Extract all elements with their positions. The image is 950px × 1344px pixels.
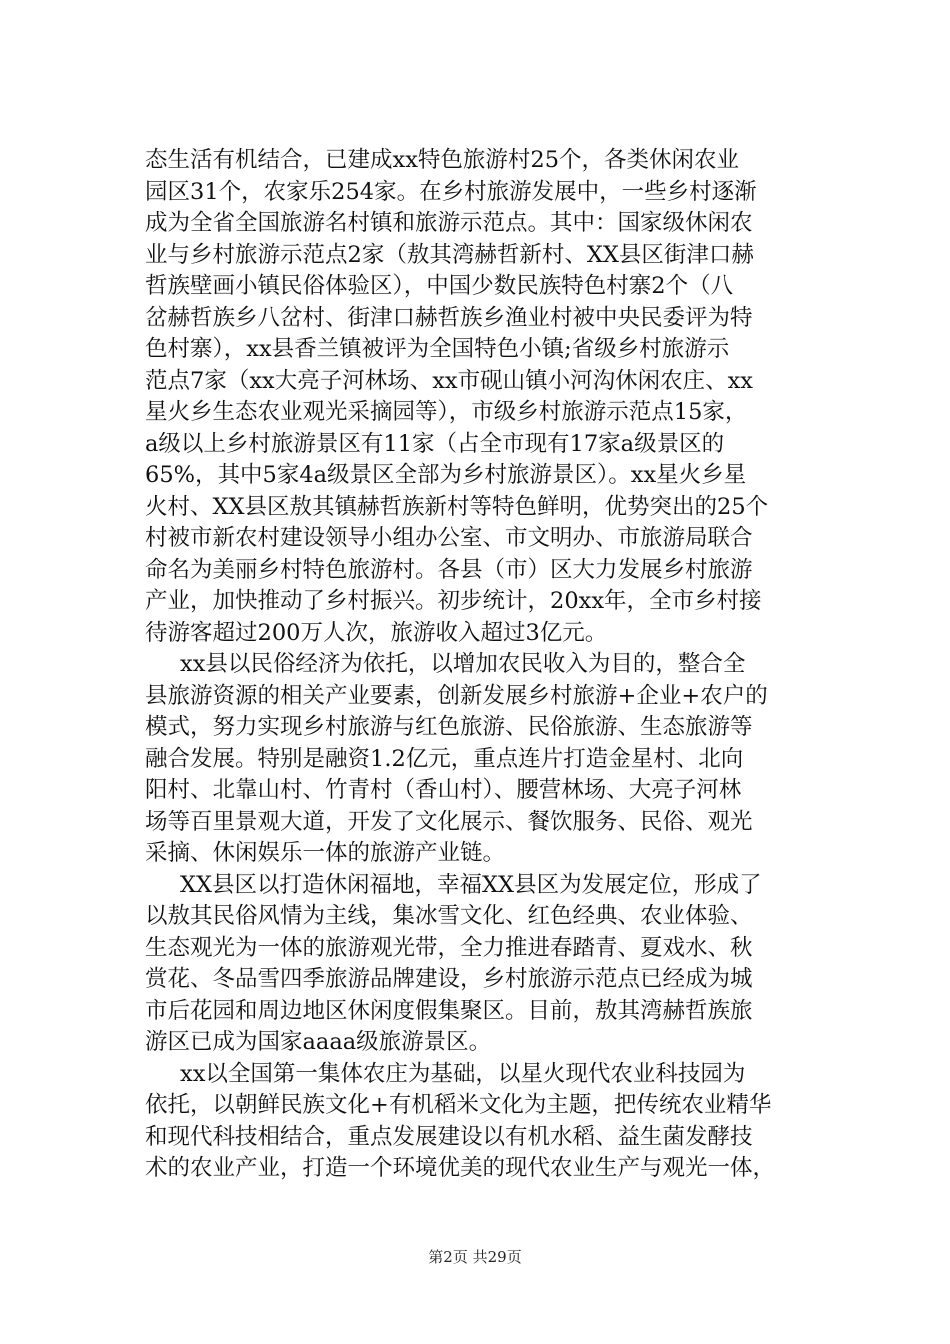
text-line: xx县以民俗经济为依托，以增加农民收入为目的，整合全 — [180, 651, 746, 677]
text-line: 成为全省全国旅游名村镇和旅游示范点。其中：国家级休闲农 — [145, 210, 753, 236]
text-line: 待游客超过200万人次，旅游收入超过3亿元。 — [145, 619, 608, 646]
text-line: 哲族壁画小镇民俗体验区），中国少数民族特色村寨2个（八 — [145, 273, 734, 299]
text-line: a级以上乡村旅游景区有11家（占全市现有17家a级景区的 — [145, 430, 725, 457]
text-line: XX县区以打造休闲福地，幸福XX县区为发展定位，形成了 — [180, 871, 762, 898]
text-line: 命名为美丽乡村特色旅游村。各县（市）区大力发展乡村旅游 — [145, 556, 753, 583]
text-line: 岔赫哲族乡八岔村、街津口赫哲族乡渔业村被中央民委评为特 — [145, 304, 753, 331]
text-line: 依托，以朝鲜民族文化+有机稻米文化为主题，把传统农业精华 — [145, 1092, 772, 1118]
paragraph — [145, 649, 825, 870]
text-line: 采摘、休闲娱乐一体的旅游产业链。 — [145, 840, 506, 866]
text-line: 色村寨），xx县香兰镇被评为全国特色小镇;省级乡村旅游示 — [145, 336, 730, 362]
paragraph — [145, 870, 825, 1059]
paragraph — [145, 1059, 825, 1185]
text-line: 融合发展。特别是融资1.2亿元，重点连片打造金星村、北向 — [145, 745, 744, 772]
text-line: 场等百里景观大道，开发了文化展示、餐饮服务、民俗、观光 — [145, 808, 753, 835]
text-line: 模式，努力实现乡村旅游与红色旅游、民俗旅游、生态旅游等 — [145, 714, 753, 740]
text-line: 游区已成为国家aaaa级旅游景区。 — [145, 1029, 492, 1055]
text-line: 65%，其中5家4a级景区全部为乡村旅游景区）。xx星火乡星 — [145, 462, 747, 488]
text-line: xx以全国第一集体农庄为基础，以星火现代农业科技园为 — [180, 1060, 746, 1087]
text-line: 赏花、冬品雪四季旅游品牌建设，乡村旅游示范点已经成为城 — [145, 966, 753, 992]
text-line: 市后花园和周边地区休闲度假集聚区。目前，敖其湾赫哲族旅 — [145, 997, 753, 1024]
text-line: 术的农业产业，打造一个环境优美的现代农业生产与观光一体， — [145, 1155, 776, 1181]
text-line: 和现代科技相结合，重点发展建设以有机水稻、益生菌发酵技 — [145, 1123, 753, 1150]
document-body — [145, 145, 825, 1185]
text-line: 以敖其民俗风情为主线，集冰雪文化、红色经典、农业体验、 — [145, 903, 753, 929]
text-line: 生态观光为一体的旅游观光带，全力推进春踏青、夏戏水、秋 — [145, 934, 753, 961]
text-line: 阳村、北靠山村、竹青村（香山村）、腰营林场、大亮子河林 — [145, 777, 742, 803]
text-line: 业与乡村旅游示范点2家（敖其湾赫哲新村、XX县区街津口赫 — [145, 241, 754, 268]
text-line: 村被市新农村建设领导小组办公室、市文明办、市旅游局联合 — [145, 525, 753, 551]
text-line: 范点7家（xx大亮子河林场、xx市砚山镇小河沟休闲农庄、xx — [145, 367, 753, 394]
text-line: 县旅游资源的相关产业要素，创新发展乡村旅游+企业+农户的 — [145, 682, 768, 709]
text-line: 态生活有机结合，已建成xx特色旅游村25个，各类休闲农业 — [145, 147, 740, 173]
text-line: 产业，加快推动了乡村振兴。初步统计，20xx年，全市乡村接 — [145, 588, 762, 614]
text-line: 园区31个，农家乐254家。在乡村旅游发展中，一些乡村逐渐 — [145, 178, 757, 205]
text-line: 星火乡生态农业观光采摘园等），市级乡村旅游示范点15家， — [145, 399, 748, 425]
text-line: 火村、XX县区敖其镇赫哲族新村等特色鲜明，优势突出的25个 — [145, 493, 769, 520]
page-footer: 第2页 共29页 — [428, 1248, 522, 1266]
paragraph — [145, 145, 825, 649]
